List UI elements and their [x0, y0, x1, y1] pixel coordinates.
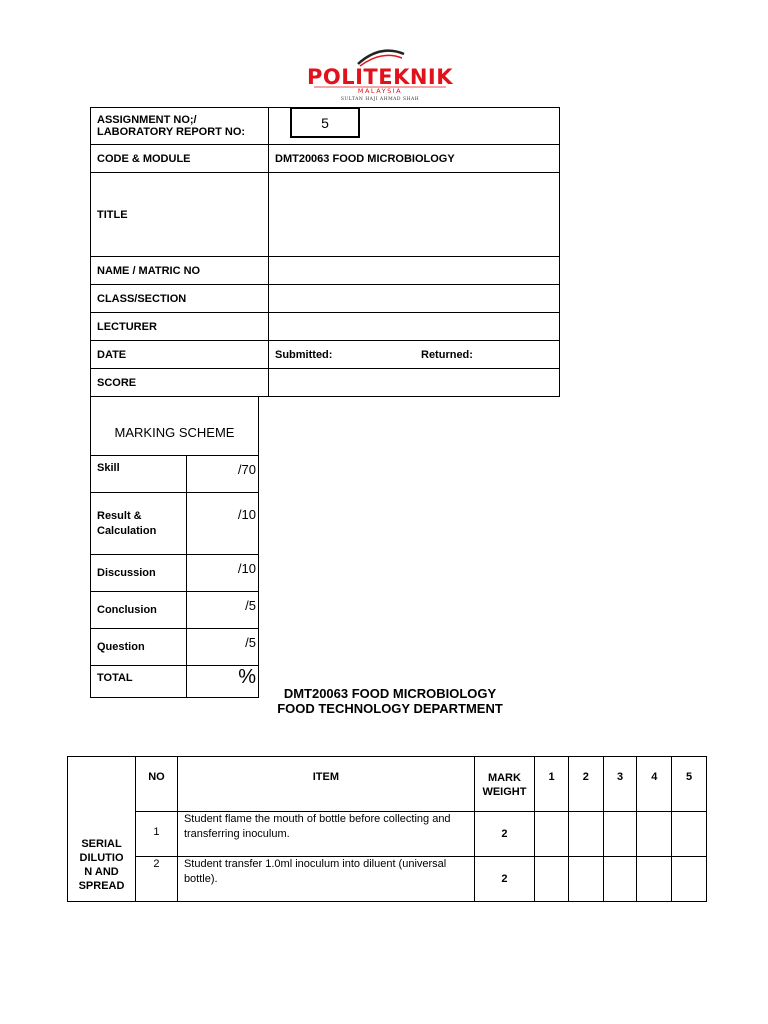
- rubric-table: [67, 756, 707, 902]
- marking-discussion-score: /10: [187, 555, 259, 592]
- rubric-row-item: Student flame the mouth of bottle before collecting and transferring inoculum.: [177, 812, 474, 857]
- name-value[interactable]: [269, 257, 560, 285]
- rubric-header-score-4: 4: [637, 757, 672, 812]
- rubric-score-cell[interactable]: [535, 812, 569, 857]
- table-row: [68, 857, 707, 902]
- date-label: DATE: [91, 341, 269, 369]
- rubric-header-mark-weight: MARK WEIGHT: [474, 757, 534, 812]
- date-value[interactable]: [269, 341, 560, 369]
- marking-question-score: /5: [187, 629, 259, 666]
- assignment-label: ASSIGNMENT NO;/ LABORATORY REPORT NO:: [91, 108, 269, 145]
- rubric-header-score-2: 2: [568, 757, 603, 812]
- marking-conclusion-label: Conclusion: [91, 592, 187, 629]
- marking-scheme-table: [90, 396, 259, 698]
- rubric-score-cell[interactable]: [637, 812, 672, 857]
- marking-result-label: Result & Calculation: [91, 493, 187, 555]
- logo-subtitle: SULTAN HAJI AHMAD SHAH: [340, 97, 420, 102]
- logo-country: MALAYSIA: [357, 87, 403, 95]
- title-value[interactable]: [269, 173, 560, 257]
- marking-conclusion-score: /5: [187, 592, 259, 629]
- marking-result-score: /10: [187, 493, 259, 555]
- module-heading: DMT20063 FOOD MICROBIOLOGY: [283, 686, 497, 701]
- lecturer-value[interactable]: [269, 313, 560, 341]
- marking-scheme-title: MARKING SCHEME: [91, 397, 259, 456]
- code-label: CODE & MODULE: [91, 145, 269, 173]
- rubric-row-item: Student transfer 1.0ml inoculum into diluent (universal bottle).: [177, 857, 474, 902]
- rubric-row-no: 2: [136, 857, 178, 902]
- score-label: SCORE: [91, 369, 269, 397]
- name-label: NAME / MATRIC NO: [91, 257, 269, 285]
- class-label: CLASS/SECTION: [91, 285, 269, 313]
- rubric-score-cell[interactable]: [637, 857, 672, 902]
- politeknik-logo: [300, 46, 460, 104]
- lecturer-label: LECTURER: [91, 313, 269, 341]
- marking-question-label: Question: [91, 629, 187, 666]
- rubric-row-no: 1: [136, 812, 178, 857]
- report-info-table: [90, 107, 560, 397]
- returned-label: Returned:: [421, 348, 473, 361]
- title-label: TITLE: [91, 173, 269, 257]
- submitted-label: Submitted:: [275, 348, 333, 361]
- rubric-score-cell[interactable]: [603, 857, 637, 902]
- rubric-score-cell[interactable]: [672, 857, 707, 902]
- rubric-header-no: NO: [136, 757, 178, 812]
- rubric-score-cell[interactable]: [568, 812, 603, 857]
- rubric-row-weight: 2: [474, 812, 534, 857]
- department-heading: FOOD TECHNOLOGY DEPARTMENT: [277, 701, 503, 716]
- marking-total-label: TOTAL: [91, 666, 187, 698]
- rubric-score-cell[interactable]: [568, 857, 603, 902]
- rubric-score-cell[interactable]: [672, 812, 707, 857]
- rubric-header-score-5: 5: [672, 757, 707, 812]
- class-value[interactable]: [269, 285, 560, 313]
- marking-skill-label: Skill: [91, 456, 187, 493]
- rubric-score-cell[interactable]: [603, 812, 637, 857]
- assignment-number-box[interactable]: 5: [290, 107, 360, 138]
- marking-skill-score: /70: [187, 456, 259, 493]
- politeknik-logo-graphic: [300, 46, 460, 104]
- score-value[interactable]: [269, 369, 560, 397]
- rubric-header-score-3: 3: [603, 757, 637, 812]
- code-value: DMT20063 FOOD MICROBIOLOGY: [269, 145, 560, 173]
- rubric-header-score-1: 1: [535, 757, 569, 812]
- rubric-header-item: ITEM: [177, 757, 474, 812]
- rubric-score-cell[interactable]: [535, 857, 569, 902]
- marking-total-score: %: [187, 666, 259, 698]
- rubric-section-label: SERIAL DILUTIO N AND SPREAD: [68, 757, 136, 902]
- rubric-row-weight: 2: [474, 857, 534, 902]
- table-row: [68, 812, 707, 857]
- logo-name: POLITEKNIK: [306, 65, 454, 89]
- marking-discussion-label: Discussion: [91, 555, 187, 592]
